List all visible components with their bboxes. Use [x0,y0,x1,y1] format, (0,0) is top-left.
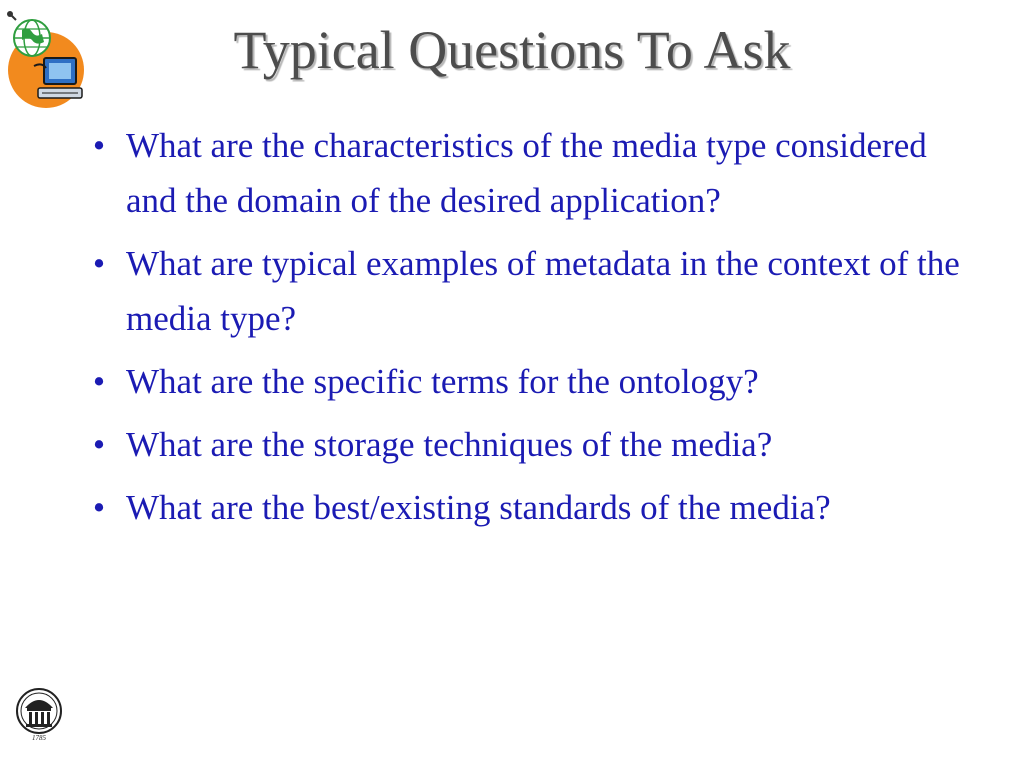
bullet-mark: • [92,126,106,165]
bullet-list [84,118,984,543]
bullet-text: What are the storage techniques of the media? [126,425,773,464]
university-arch-seal-icon [14,686,64,742]
bullet-item [84,417,984,472]
bullet-text: What are typical examples of metadata in the context of the media type? [126,244,960,338]
bullet-item [84,480,984,535]
slide-title: Typical Questions To Ask [233,20,791,80]
bullet-mark: • [92,488,106,527]
bullet-text: What are the characteristics of the media type considered and the domain of the desired application? [126,126,927,220]
seal-year: 1785 [32,734,46,742]
bullet-mark: • [92,244,106,283]
bullet-item [84,118,984,228]
bullet-mark: • [92,362,106,401]
bullet-item [84,236,984,346]
bullet-text: What are the best/existing standards of the media? [126,488,831,527]
bullet-item [84,354,984,409]
bullet-mark: • [92,425,106,464]
bullet-text: What are the specific terms for the ontology? [126,362,759,401]
